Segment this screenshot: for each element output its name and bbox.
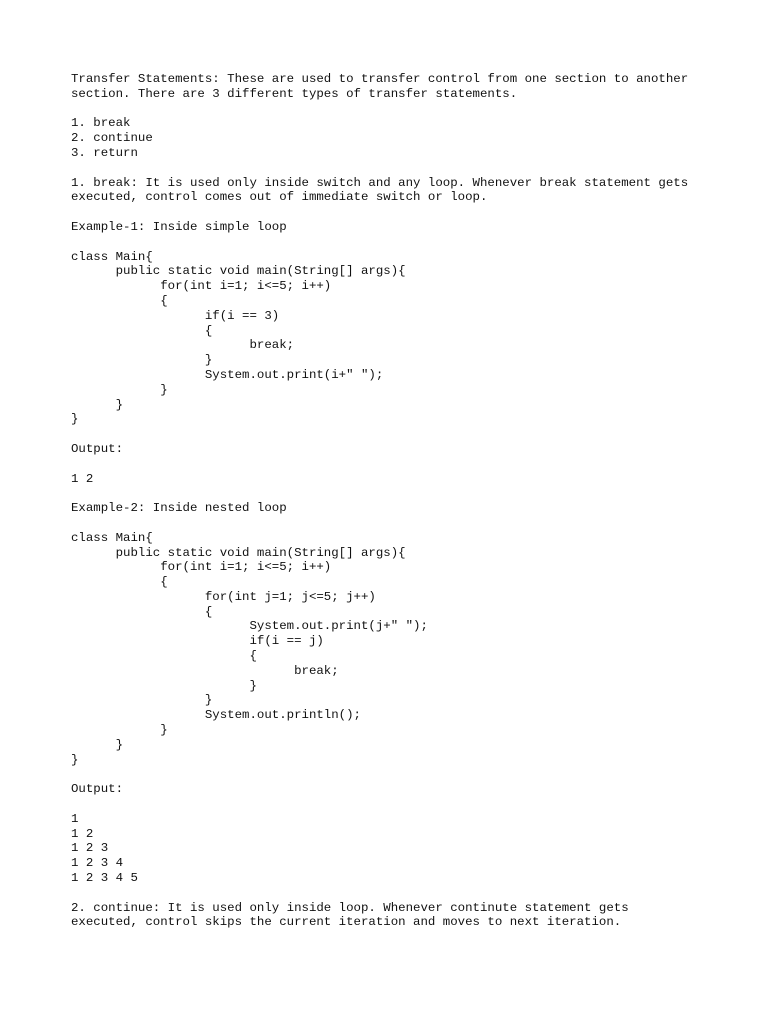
doc-line: executed, control skips the current iteration and moves to next iteration. — [71, 915, 622, 930]
doc-line — [71, 457, 731, 472]
code-line: public static void main(String[] args){ — [71, 264, 406, 279]
code-line: break; — [71, 663, 339, 678]
doc-line — [71, 235, 731, 250]
code-line: if(i == 3) — [71, 308, 280, 323]
code-line: } — [71, 382, 168, 397]
doc-line: 3. return — [71, 145, 138, 160]
code-line: public static void main(String[] args){ — [71, 545, 406, 560]
doc-line: Transfer Statements: These are used to transfer control from one section to another — [71, 72, 689, 86]
code-line: class Main{ — [71, 530, 153, 545]
output-line: 1 2 3 — [71, 841, 109, 856]
code-line: { — [71, 293, 168, 308]
code-line: } — [71, 353, 213, 368]
doc-line — [71, 886, 731, 901]
code-line: } — [71, 678, 257, 693]
code-line: for(int i=1; i<=5; i++) — [71, 560, 332, 575]
doc-line: Output: — [71, 441, 124, 456]
output-line: 1 2 3 4 5 — [71, 871, 138, 886]
code-line: class Main{ — [71, 249, 153, 264]
code-line: System.out.println(); — [71, 708, 361, 723]
doc-line — [71, 102, 731, 117]
doc-line — [71, 767, 731, 782]
doc-line: Example-1: Inside simple loop — [71, 219, 287, 234]
code-line: } — [71, 412, 79, 427]
doc-line: 2. continue — [71, 131, 153, 146]
document-page — [71, 72, 731, 930]
code-line: { — [71, 604, 213, 619]
doc-line: 1. break: It is used only inside switch and any loop. Whenever break statement gets — [71, 175, 689, 190]
code-line: } — [71, 723, 168, 738]
code-line: break; — [71, 338, 295, 353]
output-line: 1 — [71, 811, 79, 826]
code-line: for(int i=1; i<=5; i++) — [71, 279, 332, 294]
doc-line — [71, 161, 731, 176]
code-line: System.out.print(i+" "); — [71, 367, 384, 382]
code-line: } — [71, 693, 213, 708]
doc-line — [71, 486, 731, 501]
code-line: { — [71, 323, 213, 338]
doc-line — [71, 516, 731, 531]
doc-line — [71, 797, 731, 812]
code-line: for(int j=1; j<=5; j++) — [71, 589, 376, 604]
output-line: 1 2 — [71, 471, 94, 486]
doc-line: section. There are 3 different types of transfer statements. — [71, 86, 518, 101]
code-line: } — [71, 397, 124, 412]
output-line: 1 2 3 4 — [71, 856, 124, 871]
doc-line: Output: — [71, 782, 124, 797]
output-line: 1 2 — [71, 826, 94, 841]
doc-line: 1. break — [71, 116, 131, 131]
code-line: if(i == j) — [71, 634, 324, 649]
code-line: { — [71, 575, 168, 590]
doc-line: 2. continue: It is used only inside loop. Whenever continute statement gets — [71, 900, 629, 915]
code-line: } — [71, 752, 79, 767]
doc-line — [71, 427, 731, 442]
doc-line — [71, 205, 731, 220]
code-line: { — [71, 649, 257, 664]
doc-line: Example-2: Inside nested loop — [71, 501, 287, 516]
code-line: } — [71, 737, 124, 752]
code-line: System.out.print(j+" "); — [71, 619, 428, 634]
doc-line: executed, control comes out of immediate switch or loop. — [71, 190, 488, 205]
